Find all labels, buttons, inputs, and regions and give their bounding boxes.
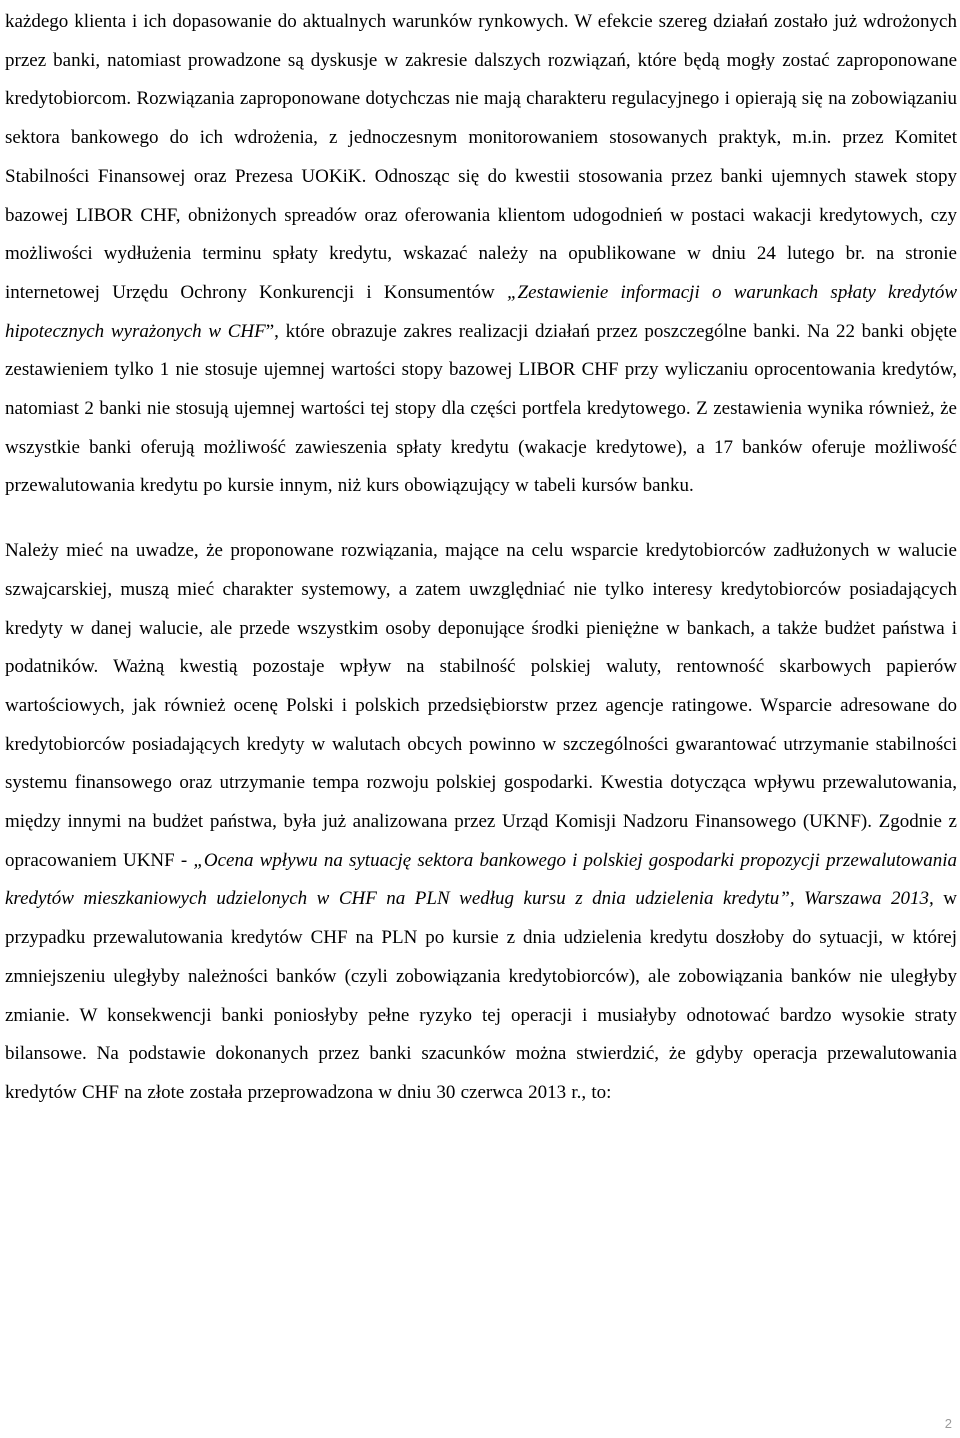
paragraph-1-text-continued: ”, które obrazuje zakres realizacji działań przez poszczególne banki. Na 22 banki objęte zestawieniem tylko 1 nie stosuje ujemnej wartości stopy bazowej LIBOR CHF przy wyliczaniu oprocentowania kredytów, natomiast 2 banki nie stosują ujemnej wartości tej stopy dla części portfela kredytowego. Z zestawienia wynika również, że wszystkie banki oferują możliwość zawieszenia spłaty kredytu (wakacje kredytowe), a 17 banków oferuje możliwość przewalutowania kredytu po kursie innym, niż kurs obowiązujący w tabeli kursów banku. bbox=[5, 320, 957, 497]
paragraph-1-text: każdego klienta i ich dopasowanie do aktualnych warunków rynkowych. W efekcie szereg działań zostało już wdrożonych przez banki, natomiast prowadzone są dyskusje w zakresie dalszych rozwiązań, które będą mogły zostać zaproponowane kredytobiorcom. Rozwiązania zaproponowane dotychczas nie mają charakteru regulacyjnego i opierają się na zobowiązaniu sektora bankowego do ich wdrożenia, z jednoczesnym monitorowaniem stosowanych praktyk, m.in. przez Komitet Stabilności Finansowej oraz Prezesa UOKiK. Odnosząc się do kwestii stosowania przez banki ujemnych stawek stopy bazowej LIBOR CHF, obniżonych spreadów oraz oferowania klientom udogodnień w postaci wakacji kredytowych, czy możliwości wydłużenia terminu spłaty kredytu, wskazać należy na opublikowane w dniu 24 lutego br. na stronie internetowej Urzędu Ochrony Konkurencji i Konsumentów bbox=[5, 11, 957, 303]
paragraph-2-text-continued: w przypadku przewalutowania kredytów CHF na PLN po kursie z dnia udzielenia kredytu doszłoby do sytuacji, w której zmniejszeniu uległyby należności banków (czyli zobowiązania kredytobiorców), ale zobowiązania banków nie uległyby zmianie. W konsekwencji banki poniosłyby pełne ryzyko tej operacji i musiałyby odnotować bardzo wysokie straty bilansowe. Na podstawie dokonanych przez banki szacunków można stwierdzić, że gdyby operacja przewalutowania kredytów CHF na złote została przeprowadzona w dniu 30 czerwca 2013 r., to: bbox=[5, 888, 957, 1103]
paragraph-2-italic-citation: „Ocena wpływu na sytuację sektora bankowego i polskiej gospodarki propozycji przewalutowania kredytów mieszkaniowych udzielonych w CHF na PLN według kursu z dnia udzielenia kredytu”, Warszawa 2013, bbox=[5, 849, 957, 910]
page-number: 2 bbox=[944, 1416, 952, 1431]
paragraph-2 bbox=[5, 532, 957, 1113]
paragraph-2-text: Należy mieć na uwadze, że proponowane rozwiązania, mające na celu wsparcie kredytobiorców zadłużonych w walucie szwajcarskiej, muszą mieć charakter systemowy, a zatem uwzględniać nie tylko interesy kredytobiorców posiadających kredyty w danej walucie, ale przede wszystkim osoby deponujące środki pieniężne w bankach, a także budżet państwa i podatników. Ważną kwestią pozostaje wpływ na stabilność polskiej waluty, rentowność skarbowych papierów wartościowych, jak również ocenę Polski i polskich przedsiębiorstw przez agencje ratingowe. Wsparcie adresowane do kredytobiorców posiadających kredyty w walutach obcych powinno w szczególności gwarantować utrzymanie stabilności systemu finansowego oraz utrzymanie tempa rozwoju polskiej gospodarki. Kwestia dotycząca wpływu przewalutowania, między innymi na budżet państwa, była już analizowana przez Urząd Komisji Nadzoru Finansowego (UKNF). Zgodnie z opracowaniem UKNF - bbox=[5, 540, 957, 871]
paragraph-1-italic-citation: „Zestawienie informacji o warunkach spłaty kredytów hipotecznych wyrażonych w CHF bbox=[5, 281, 957, 342]
document-body bbox=[5, 3, 957, 1113]
paragraph-1 bbox=[5, 3, 957, 506]
